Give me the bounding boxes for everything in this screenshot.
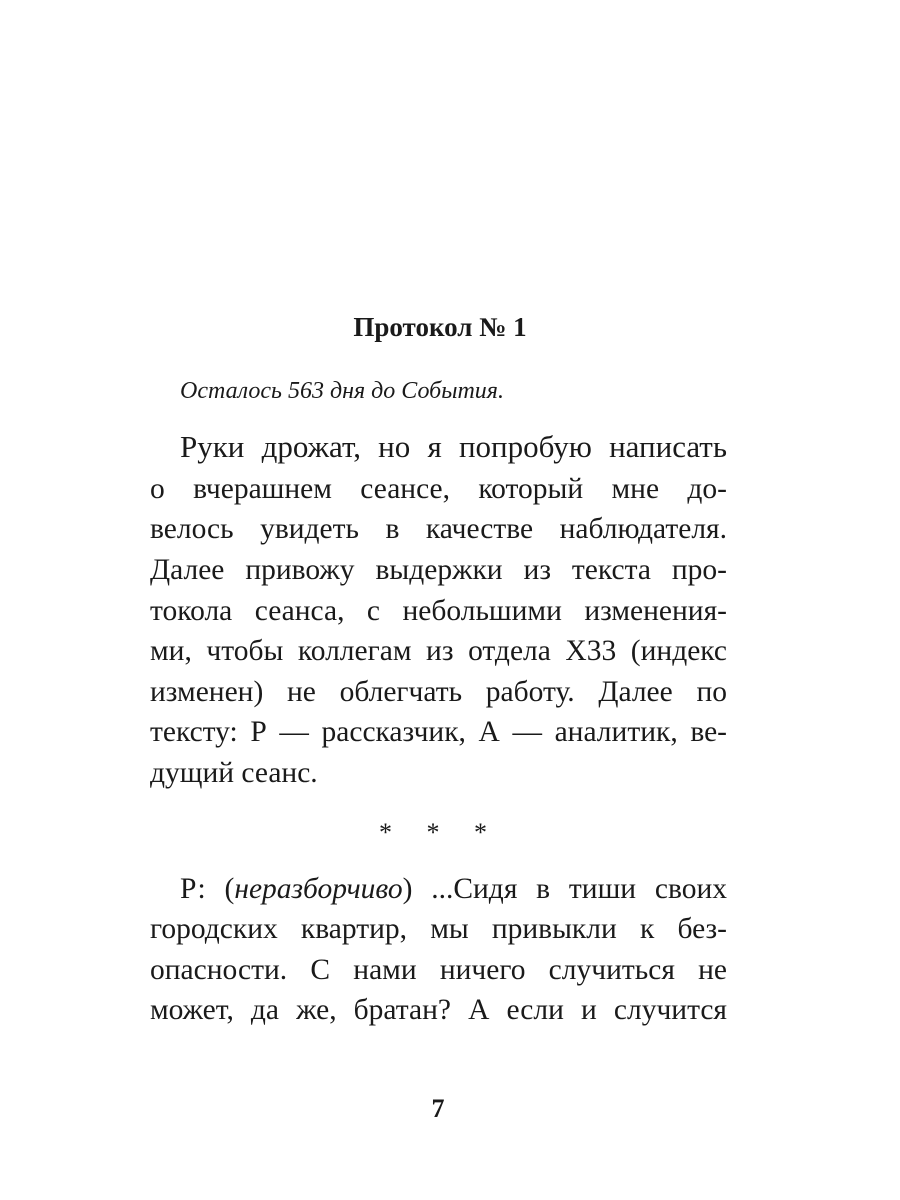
epigraph: Осталось 563 дня до События. — [180, 378, 504, 404]
text-line: о вчерашнем сеансе, который мне до- — [150, 473, 727, 505]
text-line: дущий сеанс. — [150, 757, 318, 789]
speaker-prefix: Р: ( — [180, 873, 235, 905]
page-number: 7 — [431, 1094, 445, 1123]
text-line: может, да же, братан? А если и случится — [150, 994, 727, 1026]
text-line: тексту: Р — рассказчик, А — аналитик, ве- — [150, 716, 727, 748]
text-line: опасности. С нами ничего случиться не — [150, 954, 727, 986]
line-rest: ) ...Сидя в тиши своих — [402, 873, 727, 905]
text-line: городских квартир, мы привыкли к без- — [150, 913, 727, 945]
text-line: Руки дрожат, но я попробую написать — [180, 429, 727, 464]
chapter-title: Протокол № 1 — [353, 312, 527, 342]
italic-note: неразборчиво — [234, 873, 403, 905]
section-separator: * * * — [379, 818, 501, 847]
text-line: токола сеанса, с небольшими изменения- — [150, 595, 727, 627]
text-line: Далее привожу выдержки из текста про- — [150, 554, 727, 586]
text-line: ми, чтобы коллегам из отдела X33 (индекс — [150, 635, 727, 667]
text-line — [180, 872, 727, 906]
text-line: изменен) не облегчать работу. Далее по — [150, 676, 727, 708]
text-line: велось увидеть в качестве наблюдателя. — [150, 513, 727, 545]
